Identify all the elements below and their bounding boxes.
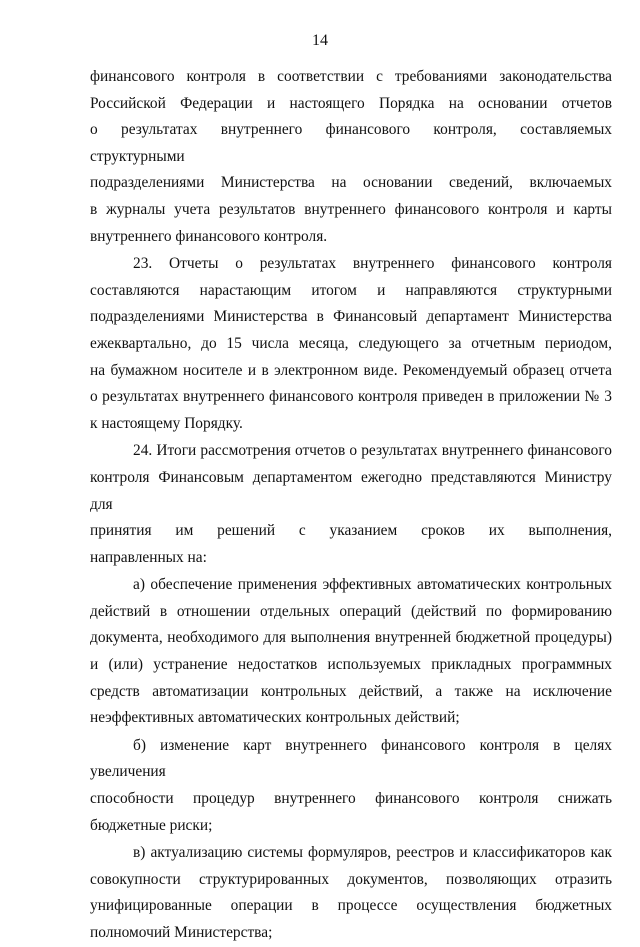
text-line: средств автоматизации контрольных действий, а также на исключение	[90, 682, 612, 700]
text-line: совокупности структурированных документов, позволяющих отразить	[90, 870, 612, 888]
text-line: о результатах внутреннего финансового контроля, составляемых структурными	[90, 121, 612, 165]
text-line: способности процедур внутреннего финансового контроля снижать	[90, 790, 612, 808]
paragraph-subitem-b	[90, 733, 612, 839]
paragraph-subitem-a	[90, 572, 612, 732]
text-line: б) изменение карт внутреннего финансового контроля в целях увеличения	[90, 736, 612, 781]
text-line: в) актуализацию системы формуляров, реестров и классификаторов как	[133, 844, 612, 862]
text-line: документа, необходимого для выполнения внутренней бюджетной процедуры)	[90, 629, 612, 647]
document-body	[90, 64, 612, 947]
paragraph-item-23	[90, 251, 612, 437]
text-line: унифицированные операции в процессе осуществления бюджетных	[90, 897, 612, 915]
text-line: действий в отношении отдельных операций (действий по формированию	[90, 602, 612, 620]
text-line: направленных на:	[90, 548, 207, 566]
paragraph-subitem-v	[90, 840, 612, 946]
text-line: контроля Финансовым департаментом ежегодно представляются Министру для	[90, 468, 612, 513]
text-line: а) обеспечение применения эффективных автоматических контрольных	[133, 576, 612, 594]
text-line: подразделениями Министерства в Финансовый департамент Министерства	[90, 308, 612, 326]
text-line: составляются нарастающим итогом и направляются структурными	[90, 281, 612, 299]
page-number: 14	[312, 32, 328, 49]
text-line: 24. Итоги рассмотрения отчетов о результатах внутреннего финансового	[133, 442, 612, 460]
text-line: Российской Федерации и настоящего Порядка на основании отчетов	[90, 94, 612, 112]
text-line: принятия им решений с указанием сроков их выполнения,	[90, 522, 612, 540]
text-line: неэффективных автоматических контрольных действий;	[90, 709, 460, 727]
text-line: бюджетные риски;	[90, 816, 213, 834]
text-line: о результатах внутреннего финансового контроля приведен в приложении № 3	[90, 388, 612, 406]
text-line: к настоящему Порядку.	[90, 414, 243, 432]
text-line: в журналы учета результатов внутреннего финансового контроля и карты	[90, 200, 612, 218]
paragraph-continuation	[90, 64, 612, 250]
paragraph-item-24	[90, 438, 612, 571]
text-line: и (или) устранение недостатков используемых прикладных программных	[90, 656, 612, 674]
text-line: ежеквартально, до 15 числа месяца, следующего за отчетным периодом,	[90, 334, 612, 352]
text-line: полномочий Министерства;	[90, 924, 273, 941]
text-line: финансового контроля в соответствии с требованиями законодательства	[90, 68, 612, 85]
text-line: на бумажном носителе и в электронном виде. Рекомендуемый образец отчета	[90, 361, 612, 379]
text-line: подразделениями Министерства на основании сведений, включаемых	[90, 174, 612, 192]
text-line: внутреннего финансового контроля.	[90, 227, 328, 245]
text-line: 23. Отчеты о результатах внутреннего финансового контроля	[133, 255, 612, 273]
